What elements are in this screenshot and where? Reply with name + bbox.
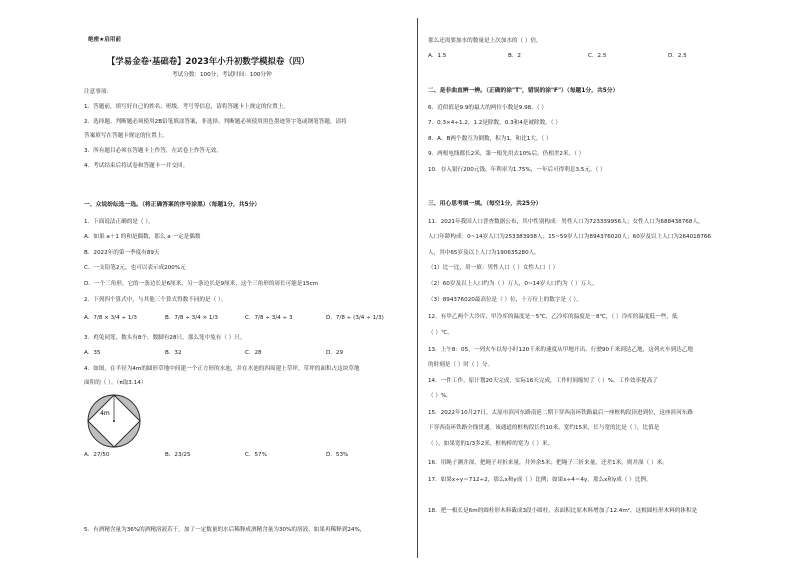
fill-12-cont: （ ）℃。 [428,330,453,336]
judge-10: 10．存入银行200元钱，年利率为1.75%，一年后可得利息3.5元。（ ） [428,167,606,173]
radius-label: 4m [100,410,110,417]
fill-13-cont: 的时刻是（ ）时（ ）分。 [428,362,494,368]
page-title: 【学易金卷·基础卷】2023年小升初数学模拟卷（四） [107,56,310,66]
fill-16: 16．用绳子测井深，把绳子对折来量，井外余5米；把绳子三折来量，还差1米，则井深（ ）米。 [428,460,668,466]
q4-option-d: D．53% [326,452,349,458]
exam-info: 考试分数：100分；考试时间：100分钟 [172,72,272,78]
fill-12: 12．有甲乙两个大冷库，甲冷库的温度是－5℃，乙冷库的温度是－8℃，（ ）冷库的温度低一些，低 [428,314,678,320]
q5-option-b: B．2 [508,53,521,59]
fill-14: 14．一件工作，原计划20天完成，实际16天完成，工作时间缩短了（ ）%，工作效率提高了 [428,378,658,384]
notes-heading: 注意事项： [84,89,112,95]
q4-stem: 4．如图，在半径为4m的圆形草地中间建一个正方形的水池，并在水池的四周建上草坪，草坪的面积占这块草地 [84,366,360,372]
q3-option-c: C．28 [245,350,262,356]
fill-15: 15．2022年10月27日，太原市滨河东路南延二期下穿西南环铁路最后一座框构段顶进到位，这座滨河东路 [428,410,693,416]
fill-11: 11．2021年我国人口普查数据公布，其中性别构成：男性人口为723339956人；女性人口为688438768人， [428,219,704,225]
section-1-heading: 一、众说纷纭选一选。（将正确答案的序号涂黑）（每题1分，共5分） [84,202,261,208]
note-4: 4．考试结束后将试卷和答题卡一并交回。 [84,163,189,169]
judge-6: 6．近似值是9.9的最大的两位小数是9.98。（ ） [428,105,547,111]
judge-8: 8．A、B两个数互为倒数，积为1，和比1大。（ ） [428,136,552,142]
column-divider [417,18,418,558]
fill-15-cont-1: 下穿西南环铁路全线贯通。该通道的框构段长约10米，宽约15米，长与宽的比是（ ），比值是 [428,425,660,431]
note-3: 3．所有题目必须在答题卡上作答，在试卷上作答无效。 [84,148,222,154]
q3-option-b: B．32 [165,350,182,356]
center-point [113,420,115,422]
q5-option-a: A．1.5 [428,53,447,59]
fill-11-cont-1: 人口年龄构成：0~14岁人口为253383938人；15~59岁人口为894376020人；60岁及以上人口为264018766 [428,234,711,240]
section-2-heading: 二、是非曲直辨一辨。（正确的涂"T"，错误的涂"F"）（每题1分，共5分） [428,88,619,94]
fill-11-part-2: （2）60岁及以上人口约为（ ）万人，0~14岁人口约为（ ）万人。 [428,281,598,287]
q4-option-a: A．27/50 [84,452,110,458]
judge-9: 9．两根电线都长2米，第一根先用去10%后，仍相差2米。（ ） [428,151,585,157]
q1-option-b: B．2022年的第一季度有89天 [84,250,160,256]
fill-17: 17．如果x÷y＝712÷2，那么x和y成（ ）比例；如果x÷4＝4y，那么x和y成（ ）比例。 [428,477,652,483]
fill-15-cont-2: （ ），如果宽的1/3多2米，框构桥的宽为（ ）米。 [428,441,554,447]
q1-option-c: C．一支铅笔2元，也可以表示成200%元 [84,265,186,271]
q2-option-b: B．7/8 ÷ 3/4 × 1/3 [165,315,218,321]
q5-option-d: D．2.5 [668,53,687,59]
circle-square-figure [86,393,142,449]
fill-18: 18．把一根长是6m的圆柱形木料截成3段小圆柱，表面积比原木料增加了12.4m²，这根圆柱形木料的体积是 [428,508,698,514]
q4-stem-cont: 面积的（ ）。（π取3.14） [84,380,147,386]
q3-option-a: A．35 [84,350,101,356]
fill-11-part-1: （1）比一比，用一填：男性人口（ ）女性人口（ ） [428,265,559,271]
judge-7: 7．0.3×4÷1.2，1.2是除数，0.3和4是被除数。（ ） [428,120,561,126]
q4-option-b: B．23/25 [165,452,191,458]
section-3-heading: 三、用心思考填一填。（每空1分，共25分） [428,201,542,207]
note-2: 2．选择题、判断题必须使用2B铅笔填涂答案，非选择、判断题必须使用黑色墨迹签字笔或钢笔答题，请将 [84,119,347,125]
fill-11-cont-2: 人，其中65岁及以上人口为190635280人。 [428,250,540,256]
q2-option-d: D．7/8 ÷ (3/4 ÷ 1/3) [326,315,384,321]
q2-option-c: C．7/8 ÷ 3/4 ÷ 3 [245,315,293,321]
q1-option-a: A．如果 a＋1 的和是偶数，那么 a 一定是偶数 [84,234,201,240]
q3-stem: 3．鸡兔同笼，数头有8个，数脚有28只，那么笼中兔有（ ）只。 [84,335,246,341]
q2-option-a: A．7/8 × 3/4 ÷ 1/3 [84,315,137,321]
note-2-cont: 答案填写在答题卡规定的位置上。 [84,133,168,139]
q1-stem: 1．下面说法正确的是（ ）。 [84,219,154,225]
q2-stem: 2．下列四个算式中，与其他三个算式得数不同的是（ ）。 [84,297,227,303]
secret-mark: 绝密★启用前 [88,37,121,43]
q1-option-d: D．一个三角形，它的一条边长是6厘米，另一条边长是9厘米，这个三角形的周长可能是15cm [84,281,319,287]
note-1: 1．答题前，填写好自己的姓名、班级、考号等信息，请将答题卡上规定的位置上。 [84,104,289,110]
q4-option-c: C．57% [245,452,267,458]
fill-14-cont: （ ）%。 [428,393,452,399]
q5-stem-cont: 那么还需要加水的数量是上次加水的（ ）倍。 [428,38,542,44]
fill-11-part-3: （3）894376020最高位是（ ）位，十万位上的数字是（ ）。 [428,297,582,303]
q5-stem: 5．有酒精含量为36%的酒精溶液若干，加了一定数量的水后稀释成酒精含量为30%的溶液，如果再稀释到24%， [84,527,366,533]
q5-option-c: C．2.5 [588,53,607,59]
fill-13: 13．上午8：05，一列火车以每小时120千米的速度从甲地开出，行驶90千米到达乙地，这列火车到达乙地 [428,347,693,353]
q3-option-d: D．29 [326,350,344,356]
